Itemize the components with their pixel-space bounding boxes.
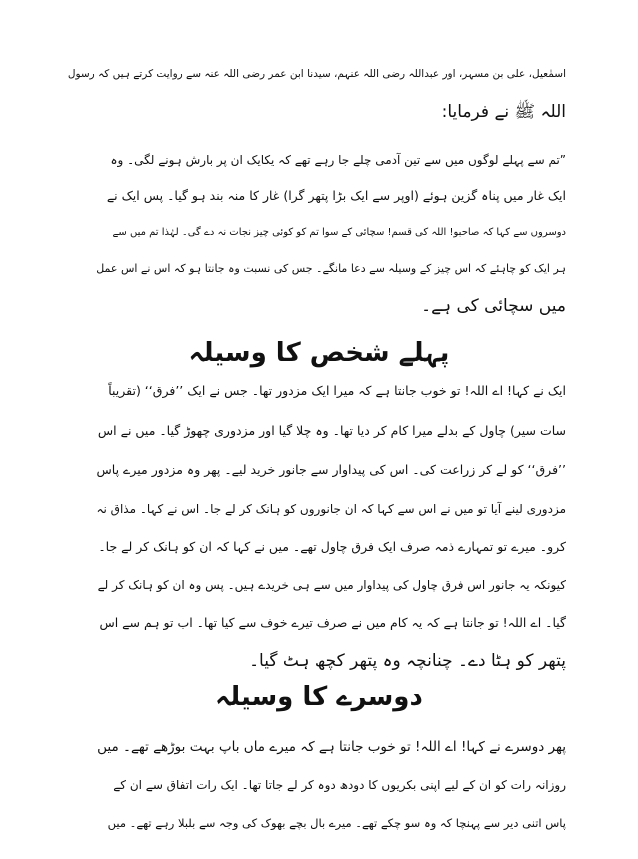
section1-line-5: کرو۔ میرے تو تمہارے ذمہ صرف ایک فرق چاول تھے۔ میں نے کہا کہ ان کو ہانک کر لے جا۔	[98, 539, 566, 554]
section1-line-1: ایک نے کہا! اے اللہ! تو خوب جانتا ہے کہ میرا ایک مزدور تھا۔ جس نے ایک ’’فرق‘‘ (تقریباً	[108, 383, 566, 398]
section1-line-7: گیا۔ اے اللہ! تو جانتا ہے کہ یہ کام میں نے صرف تیرے خوف سے کیا تھا۔ اب تو ہم سے اس	[99, 615, 566, 630]
section2-line-1: پھر دوسرے نے کہا! اے اللہ! تو خوب جانتا ہے کہ میرے ماں باپ بہت بوڑھے تھے۔ میں	[97, 739, 566, 755]
story-line-2: ایک غار میں پناہ گزین ہوئے (اوپر سے ایک بڑا پتھر گرا) غار کا منہ بند ہو گیا۔ پس ایک نے	[106, 188, 566, 203]
story-line-5: میں سچائی کی ہے۔	[421, 296, 566, 316]
intro-line-1: اسمٰعیل، علی بن مسہر، اور عبداللہ رضی اللہ عنہم، سیدنا ابن عمر رضی اللہ عنہ سے روایت کرتے ہیں کہ رسول	[67, 68, 566, 80]
section1-line-4: مزدوری لینے آیا تو میں نے اس سے کہا کہ ان جانوروں کو ہانک کر لے جا۔ اس نے کہا۔ مذاق نہ	[96, 502, 566, 516]
story-line-1: ”تم سے پہلے لوگوں میں سے تین آدمی چلے جا رہے تھے کہ یکایک ان پر بارش ہونے لگی۔ وہ	[110, 153, 566, 167]
section1-line-2: سات سیر) چاول کے بدلے میرا کام کر دیا تھا۔ وہ چلا گیا اور مزدوری چھوڑ گیا۔ میں نے اس	[97, 423, 566, 438]
story-line-4: ہر ایک کو چاہئے کہ اس چیز کے وسیلہ سے دعا مانگے۔ جس کی نسبت وہ جانتا ہو کہ اس نے اس عمل	[96, 262, 566, 275]
section2-line-2: روزانہ رات کو ان کے لیے اپنی بکریوں کا دودھ دوہ کر لے جاتا تھا۔ ایک رات اتفاق سے ان کے	[113, 778, 566, 792]
story-line-3: دوسروں سے کہا کہ صاحبو! اللہ کی قسم! سچائی کے سوا تم کو کوئی چیز نجات نہ دے گی۔ لہٰذا تم میں سے	[112, 227, 566, 238]
section1-line-8: پتھر کو ہٹا دے۔ چنانچہ وہ پتھر کچھ ہٹ گیا۔	[249, 651, 566, 671]
heading-second-person: دوسرے کا وسیلہ	[215, 682, 423, 712]
intro-line-2: اللہ ﷺ نے فرمایا:	[441, 102, 566, 122]
heading-first-person: پہلے شخص کا وسیلہ	[188, 338, 450, 368]
section2-line-3: پاس اتنی دیر سے پہنچا کہ وہ سو چکے تھے۔ میرے بال بچے بھوک کی وجہ سے بلبلا رہے تھے۔ میں	[107, 816, 566, 830]
section1-line-6: کیونکہ یہ جانور اس فرق چاول کی پیداوار میں سے ہی خریدے ہیں۔ پس وہ ان کو ہانک کر لے	[97, 578, 566, 592]
section1-line-3: ’’فرق‘‘ کو لے کر زراعت کی۔ اس کی پیداوار سے جانور خرید لیے۔ پھر وہ مزدور میرے پاس	[96, 462, 566, 477]
